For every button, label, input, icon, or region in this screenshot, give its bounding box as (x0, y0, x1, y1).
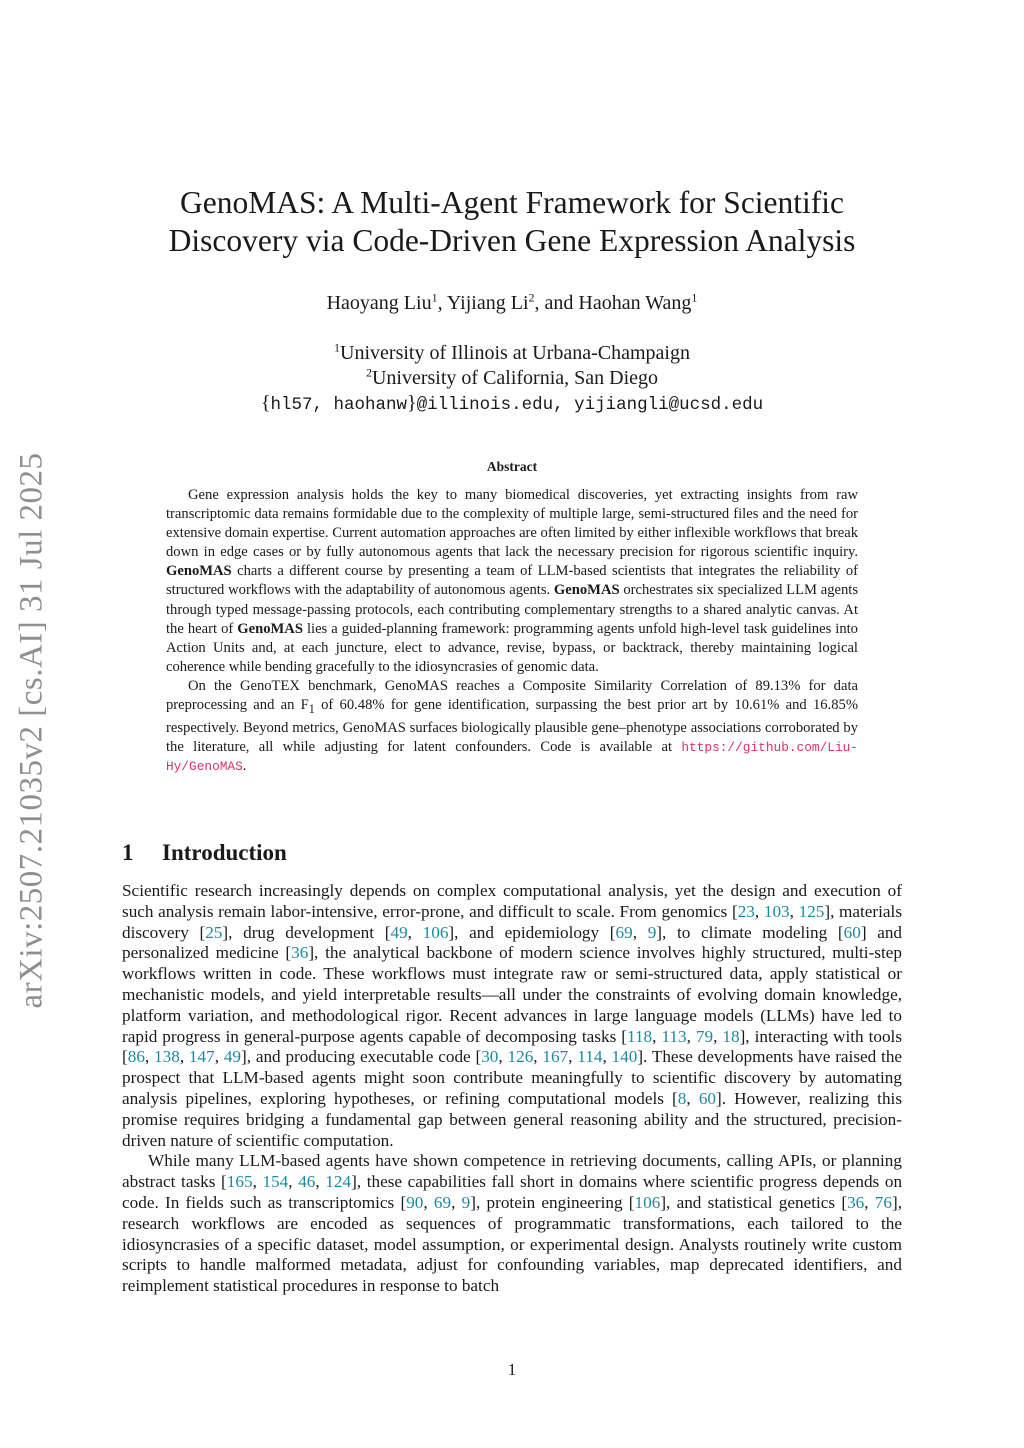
intro-text: , (144, 1047, 155, 1067)
email-usernames[interactable]: hl57, haohanw (270, 395, 407, 415)
intro-text: Scientific research increasingly depends on complex computational analysis, yet the design and execution of such analysis remain labor-intensive, error-prone, and difficult to scale. From genomics [ (122, 881, 902, 921)
system-name: GenoMAS (166, 563, 232, 580)
abstract-heading: Abstract (486, 459, 538, 474)
author-list (120, 292, 904, 315)
page-number: 1 (507, 1360, 517, 1379)
abstract-text: orchestrates six specialized LLM agents through typed message-passing protocols, each contributing complementary strengths to a shared analytic canvas. At the heart of (166, 582, 858, 637)
author-affiliation-mark: 1 (691, 290, 698, 305)
citation-link[interactable]: 9 (647, 922, 657, 942)
brace-close: } (406, 392, 417, 414)
citation-link[interactable]: 86 (127, 1047, 145, 1067)
citation-link[interactable]: 36 (847, 1192, 865, 1212)
citation-link[interactable]: 124 (325, 1172, 352, 1192)
abstract-body (166, 486, 858, 776)
citation-link[interactable]: 114 (577, 1047, 603, 1067)
intro-text: , (288, 1172, 299, 1192)
intro-text: , (315, 1172, 326, 1192)
intro-text: ]. These developments have raised the prospect that LLM-based agents might soon contribute meaningfully to scientific discovery by automating analysis pipelines, exploring hypotheses, or refining computational models [ (122, 1047, 903, 1108)
intro-text: , (568, 1047, 578, 1067)
intro-text: ], interacting with tools [ (122, 1026, 903, 1067)
intro-text: ] and personalized medicine [ (122, 922, 903, 963)
citation-link[interactable]: 9 (461, 1192, 471, 1212)
author-affiliation-mark: 2 (528, 290, 535, 305)
author-name: Haohan Wang (578, 292, 692, 314)
intro-text: , (754, 901, 764, 921)
citation-link[interactable]: 90 (406, 1192, 424, 1212)
abstract-paragraph (166, 677, 858, 776)
intro-text: , (498, 1047, 508, 1067)
intro-text: , (423, 1192, 434, 1212)
citation-link[interactable]: 18 (722, 1026, 740, 1046)
intro-text: ], and producing executable code [ (241, 1047, 482, 1067)
citation-link[interactable]: 60 (843, 922, 861, 942)
abstract-text: charts a different course by presenting a team of LLM-based scientists that integrates the reliability of structured workflows with the adaptability of autonomous agents. (166, 563, 858, 599)
affiliation (120, 342, 904, 365)
intro-text: ], protein engineering [ (470, 1192, 635, 1212)
citation-link[interactable]: 60 (698, 1088, 717, 1108)
citation-link[interactable]: 126 (507, 1047, 534, 1067)
intro-text: , (179, 1047, 189, 1067)
intro-text: ], the analytical backbone of modern science involves highly structured, multi-step workflows written in code. These workflows must integrate raw or semi-structured data, apply statistical or mechanistic models, and yield interpretable results—all under the constraints of evolving domain knowledge, platform variation, and methodological rigor. Recent advances in large language models (LLMs) have led to rapid progress in general-purpose agents capable of decomposing tasks [ (122, 943, 902, 1046)
citation-link[interactable]: 76 (874, 1192, 892, 1212)
intro-text: , (252, 1172, 263, 1192)
intro-text: , (864, 1192, 875, 1212)
intro-text: , (451, 1192, 462, 1212)
intro-text: ], and statistical genetics [ (660, 1192, 848, 1212)
abstract-paragraph (166, 486, 858, 677)
affiliation-mark: 2 (365, 365, 372, 380)
citation-link[interactable]: 46 (298, 1172, 316, 1192)
citation-link[interactable]: 138 (154, 1047, 180, 1067)
intro-text: ], research workflows are encoded as sequences of programmatic transformations, each tailored to the idiosyncrasies of a specific dataset, model assumption, or experimental design. Analysts routinely write custom scripts to handle malformed metadata, adjust for confounding variables, map deprecated identifiers, and reimplement statistical procedures in response to batch (122, 1192, 903, 1296)
brace-open: { (260, 392, 271, 414)
intro-paragraph (122, 881, 902, 1151)
abstract-text: . (242, 758, 247, 775)
citation-link[interactable]: 69 (615, 922, 633, 942)
intro-text: , (533, 1047, 543, 1067)
subscript: 1 (308, 701, 315, 716)
affiliation-name: University of California, San Diego (371, 367, 659, 389)
affiliation-name: University of Illinois at Urbana-Champaign (340, 342, 690, 364)
abstract-text: lies a guided-planning framework: programming agents unfold high-level task guidelines into Action Units and, at each juncture, elect to advance, revise, bypass, or backtrack, thereby maintaining logical coherence while bending gracefully to the idiosyncrasies of genomic data. (166, 620, 858, 675)
citation-link[interactable]: 106 (422, 922, 449, 942)
intro-text: ], materials discovery [ (122, 901, 903, 942)
citation-link[interactable]: 30 (481, 1047, 499, 1067)
citation-link[interactable]: 79 (695, 1026, 714, 1046)
intro-paragraph (122, 1151, 902, 1297)
citation-link[interactable]: 140 (611, 1047, 638, 1067)
citation-link[interactable]: 69 (433, 1192, 452, 1212)
intro-text: , (632, 922, 648, 942)
system-name: GenoMAS (237, 620, 303, 637)
abstract-text: Gene expression analysis holds the key to many biomedical discoveries, yet extracting insights from raw transcriptomic data remains formidable due to the complexity of multiple large, semi-structured files and the need for extensive domain expertise. Current automation approaches are often limited by either inflexible workflows that break down in edge cases or by fully autonomous agents that lack the necessary precision for rigorous scientific inquiry. (166, 487, 858, 561)
citation-link[interactable]: 154 (262, 1172, 289, 1192)
affiliation (120, 367, 904, 390)
intro-text: , (686, 1026, 696, 1046)
arxiv-stamp-text: arXiv:2507.21035v2 [cs.AI] 31 Jul 2025 (13, 451, 50, 1009)
code-repository-link[interactable]: https://github.com/Liu-Hy/GenoMAS (166, 740, 858, 775)
citation-link[interactable]: 165 (226, 1172, 253, 1192)
citation-link[interactable]: 36 (291, 943, 309, 963)
intro-text: ], and epidemiology [ (448, 922, 616, 942)
citation-link[interactable]: 25 (205, 922, 223, 942)
intro-text: , (713, 1026, 723, 1046)
section-number: 1 (122, 840, 134, 865)
abstract-text: On the GenoTEX benchmark, GenoMAS reaches a Composite Similarity Correlation of 89.13% for data preprocessing and an F (166, 677, 858, 714)
author-name: Yijiang Li (446, 292, 529, 314)
intro-text: ], drug development [ (222, 922, 391, 942)
email-address[interactable]: yijiangli@ucsd.edu (574, 395, 764, 415)
title-line-2: Discovery via Code-Driven Gene Expression Analysis (168, 223, 856, 258)
citation-link[interactable]: 125 (798, 901, 825, 921)
paper-title (120, 184, 904, 260)
intro-text: , (602, 1047, 612, 1067)
intro-text: , (686, 1088, 699, 1108)
intro-text: ], these capabilities fall short in domains where scientific progress depends on code. In fields such as transcriptomics [ (122, 1172, 903, 1212)
email-domain[interactable]: @illinois.edu, (416, 395, 575, 415)
author-emails (120, 392, 904, 415)
citation-link[interactable]: 23 (737, 901, 755, 921)
citation-link[interactable]: 49 (390, 922, 408, 942)
abstract-text: of 60.48% for gene identification, surpassing the best prior art by 10.61% and 16.85% respectively. Beyond metrics, GenoMAS surfaces biologically plausible gene–phenotype associations corroborated by the literature, all while adjusting for latent confounders. Code is available at (166, 697, 858, 756)
author-separator: , (437, 292, 447, 314)
citation-link[interactable]: 167 (542, 1047, 569, 1067)
section-heading-introduction (122, 840, 287, 866)
intro-text: , (789, 901, 799, 921)
citation-link[interactable]: 106 (634, 1192, 661, 1212)
affiliation-mark: 1 (334, 340, 341, 355)
citation-link[interactable]: 113 (661, 1026, 687, 1046)
system-name: GenoMAS (553, 582, 620, 599)
author-affiliation-mark: 1 (431, 290, 438, 305)
intro-text: , (214, 1047, 224, 1067)
author-name: Haoyang Liu (326, 292, 432, 314)
citation-link[interactable]: 147 (188, 1047, 215, 1067)
citation-link[interactable]: 103 (763, 901, 790, 921)
section-title: Introduction (162, 840, 287, 865)
introduction-body (122, 881, 902, 1297)
citation-link[interactable]: 118 (626, 1026, 653, 1046)
author-separator: , and (534, 292, 579, 314)
citation-link[interactable]: 49 (223, 1047, 241, 1067)
intro-text: ], to climate modeling [ (656, 922, 844, 942)
intro-text: ]. However, realizing this promise requires bridging a fundamental gap between general reasoning ability and the structured, precision-driven nature of scientific computation. (122, 1088, 903, 1150)
intro-text: , (407, 922, 423, 942)
title-line-1: GenoMAS: A Multi-Agent Framework for Scientific (179, 185, 845, 220)
arxiv-identifier-stamp (4, 440, 60, 1020)
intro-text: , (652, 1026, 662, 1046)
intro-text: While many LLM-based agents have shown competence in retrieving documents, calling APIs, or planning abstract tasks [ (122, 1151, 902, 1192)
citation-link[interactable]: 8 (677, 1088, 687, 1108)
